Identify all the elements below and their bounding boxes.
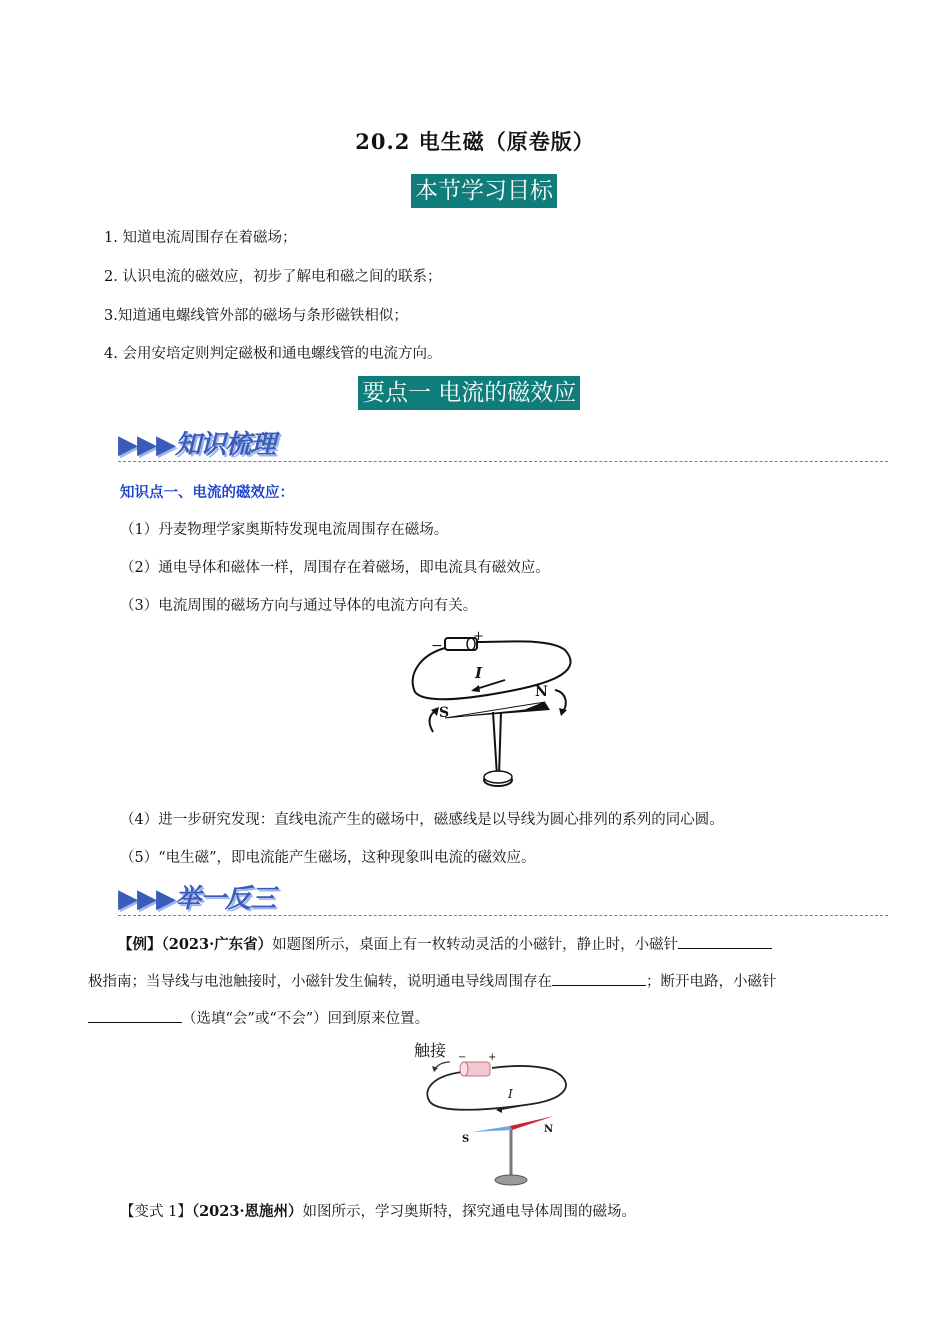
- south-label: S: [439, 705, 450, 721]
- stand: [493, 712, 497, 776]
- current-label: I: [475, 664, 483, 682]
- example-question: [88, 926, 878, 1038]
- stand-base: [495, 1175, 527, 1185]
- wire-loop: [427, 1066, 566, 1110]
- objective-item: 3.知道通电螺线管外部的磁场与条形磁铁相似；: [104, 308, 408, 324]
- oersted-figure-1: [405, 630, 585, 790]
- variant-text: 如图所示，学习奥斯特，探究通电导体周围的磁场。: [302, 1204, 636, 1220]
- divider: [118, 461, 888, 462]
- page-title: 20.2 电生磁（原卷版）: [355, 129, 595, 154]
- practice-header: ▶▶▶举一反三: [118, 884, 275, 914]
- plus-label: +: [488, 1052, 497, 1063]
- point-item: （2）通电导体和磁体一样，周围存在着磁场，即电流具有磁效应。: [120, 560, 550, 576]
- current-label: I: [508, 1087, 513, 1101]
- objective-item: 1. 知道电流周围存在着磁场；: [104, 230, 297, 246]
- minus-label: −: [431, 638, 443, 654]
- example-text: 极指南；当导线与电池触接时，小磁针发生偏转，说明通电导线周围存在: [88, 974, 552, 990]
- knowledge-header: ▶▶▶知识梳理: [118, 430, 275, 460]
- point-item: （3）电流周围的磁场方向与通过导体的电流方向有关。: [120, 598, 478, 614]
- answer-blank[interactable]: [88, 1008, 182, 1023]
- example-source: （2023·广东省）: [161, 936, 273, 953]
- north-label: N: [535, 684, 548, 700]
- knowledge-point-title: 知识点一、电流的磁效应：: [120, 484, 294, 501]
- objective-item: 4. 会用安培定则判定磁极和通电螺线管的电流方向。: [104, 346, 442, 362]
- example-text: 如题图所示，桌面上有一枚转动灵活的小磁针，静止时，小磁针: [272, 937, 679, 953]
- plus-label: +: [473, 630, 484, 644]
- point-item: （5）“电生磁”，即电流能产生磁场，这种现象叫电流的磁效应。: [120, 850, 536, 866]
- point-item: （4）进一步研究发现：直线电流产生的磁场中，磁感线是以导线为圆心排列的系列的同心圆。: [120, 812, 724, 828]
- north-label: N: [544, 1124, 554, 1135]
- minus-label: −: [458, 1052, 467, 1063]
- objectives-banner: 本节学习目标: [411, 174, 557, 208]
- compass-needle-south: [472, 1126, 512, 1132]
- touch-label: 触接: [414, 1041, 447, 1060]
- oersted-figure-2: [412, 1040, 577, 1190]
- south-label: S: [462, 1134, 470, 1145]
- variant-tag: 【变式 1】: [120, 1204, 192, 1220]
- section1-banner: 要点一 电流的磁效应: [358, 376, 580, 410]
- example-text: ；断开电路，小磁针: [646, 974, 777, 990]
- variant-question: [120, 1200, 636, 1221]
- example-tag: 【例】: [118, 936, 162, 953]
- divider: [118, 915, 888, 916]
- answer-blank[interactable]: [552, 971, 646, 986]
- example-text: （选填“会”或“不会”）回到原来位置。: [182, 1011, 430, 1027]
- point-item: （1）丹麦物理学家奥斯特发现电流周围存在磁场。: [120, 522, 449, 538]
- answer-blank[interactable]: [678, 934, 772, 949]
- variant-source: （2023·恩施州）: [191, 1203, 303, 1220]
- objective-item: 2. 认识电流的磁效应，初步了解电和磁之间的联系；: [104, 269, 442, 285]
